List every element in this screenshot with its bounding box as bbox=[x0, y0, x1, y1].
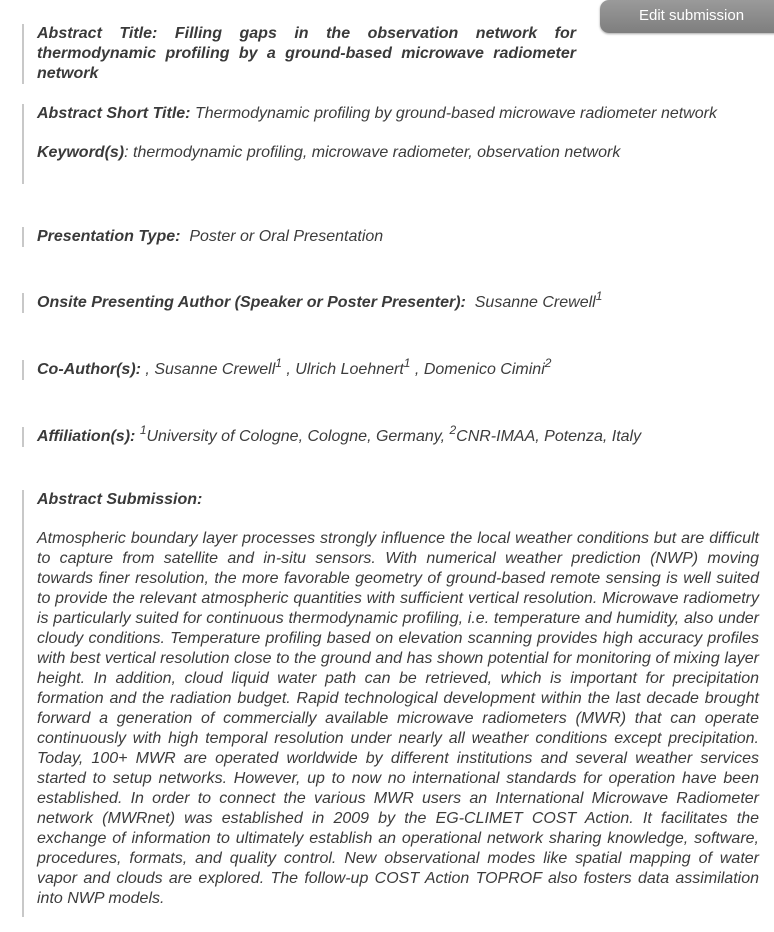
coauthor-name: Domenico Cimini bbox=[423, 361, 545, 378]
short-title-value: Thermodynamic profiling by ground-based microwave radiometer network bbox=[194, 105, 717, 122]
keywords-value: : thermodynamic profiling, microwave radiometer, observation network bbox=[124, 144, 621, 161]
abstract-title-section bbox=[22, 24, 576, 84]
affiliation-text: University of Cologne, Cologne, Germany, bbox=[146, 428, 450, 445]
presentation-type-value: Poster or Oral Presentation bbox=[189, 228, 384, 245]
coauthors-label: Co-Author(s): bbox=[37, 361, 141, 378]
keywords-label: Keyword(s) bbox=[37, 144, 125, 161]
coauthor-sup: 1 bbox=[403, 356, 411, 370]
edit-submission-button[interactable]: Edit submission bbox=[600, 0, 774, 33]
coauthor-sup: 1 bbox=[275, 356, 282, 370]
coauthors-section bbox=[22, 356, 757, 380]
affiliation-sup: 1 bbox=[139, 423, 147, 437]
abstract-title-value: Filling gaps in the observation network for thermodynamic profiling by a ground-based microwave radiometer network bbox=[37, 25, 576, 82]
coauthors-prefix: , bbox=[140, 361, 155, 378]
coauthor-name: Ulrich Loehnert bbox=[295, 361, 404, 378]
affiliations-section bbox=[22, 423, 757, 447]
presenting-author-sup: 1 bbox=[595, 289, 603, 303]
coauthor-sep: , bbox=[410, 361, 424, 378]
short-title-section bbox=[22, 104, 757, 184]
abstract-section bbox=[22, 490, 759, 917]
affiliation-sup: 2 bbox=[449, 423, 457, 437]
coauthor-sup: 2 bbox=[544, 356, 552, 370]
abstract-body: Atmospheric boundary layer processes strongly influence the local weather conditions but are difficult to capture from satellite and in-situ sensors. With numerical weather prediction (NWP) moving towards finer resolution, the more favorable geometry of ground-based remote sensing is well suited to provide the relevant atmospheric quantities with sufficient vertical resolution. Microwave radiometry is particularly suited for continuous thermodynamic profiling, i.e. temperature and humidity, also under cloudy conditions. Temperature profiling based on elevation scanning provides high accuracy profiles with best vertical resolution close to the ground and has shown potential for monitoring of mixing layer height. In addition, cloud liquid water path can be retrieved, which is important for precipitation formation and the radiation budget. Rapid technological development within the last decade brought forward a generation of commercially available microwave radiometers (MWR) that can operate continuously with high temporal resolution under nearly all weather conditions except precipitation. Today, 100+ MWR are operated worldwide by different institutions and several weather services started to setup networks. However, up to now no international standards for operation have been established. In order to connect the various MWR users an International Microwave Radiometer network (MWRnet) was established in 2009 by the EG-CLIMET COST Action. It facilitates the exchange of information to ultimately establish an operational network sharing knowledge, software, procedures, formats, and quality control. New observational modes like spatial mapping of water vapor and clouds are explored. The follow-up COST Action TOPROF also fosters data assimilation into NWP models. bbox=[37, 530, 759, 907]
presentation-type-section bbox=[22, 227, 757, 247]
affiliations-label: Affiliation(s): bbox=[37, 428, 136, 445]
abstract-label: Abstract Submission: bbox=[37, 491, 203, 508]
affiliation-text: CNR-IMAA, Potenza, Italy bbox=[456, 428, 642, 445]
presenting-author-label: Onsite Presenting Author (Speaker or Poster Presenter): bbox=[37, 294, 466, 311]
coauthor-sep: , bbox=[281, 361, 296, 378]
short-title-label: Abstract Short Title: bbox=[37, 105, 191, 122]
abstract-title-label: Abstract Title: bbox=[37, 25, 158, 42]
coauthor-name: Susanne Crewell bbox=[154, 361, 276, 378]
presenting-author-name: Susanne Crewell bbox=[474, 294, 596, 311]
presentation-type-label: Presentation Type: bbox=[37, 228, 181, 245]
presenting-author-section bbox=[22, 289, 757, 313]
